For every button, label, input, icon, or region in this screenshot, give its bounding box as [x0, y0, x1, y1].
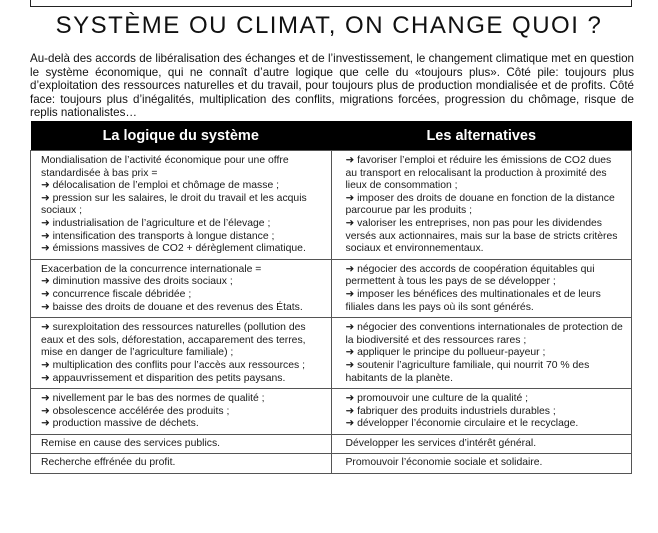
list-item: ➜ multiplication des conflits pour l’accès aux ressources ;	[41, 359, 305, 371]
list-item: ➜ négocier des accords de coopération équitables qui permettent à tous les pays de se développer ;	[345, 263, 595, 288]
system-cell	[31, 389, 332, 435]
list-item: Exacerbation de la concurrence internationale =	[41, 263, 262, 275]
alternative-cell	[331, 259, 632, 317]
table-row	[31, 318, 632, 389]
list-item: ➜ appauvrissement et disparition des petits paysans.	[41, 372, 286, 384]
list-item: ➜ imposer des droits de douane en fonction de la distance parcourue par les produits ;	[345, 192, 615, 217]
comparison-table	[30, 121, 632, 474]
list-item: Promouvoir l’économie sociale et solidaire.	[345, 457, 543, 469]
list-item: ➜ appliquer le principe du pollueur-payeur ;	[345, 347, 546, 359]
system-cell	[31, 434, 332, 454]
alternative-cell	[331, 151, 632, 260]
column-header-system: La logique du système	[31, 121, 332, 151]
table-row	[31, 389, 632, 435]
table-row	[31, 434, 632, 454]
system-cell	[31, 151, 332, 260]
page-title: SYSTÈME OU CLIMAT, ON CHANGE QUOI ?	[55, 12, 603, 39]
table-header-row	[31, 121, 632, 151]
table-row	[31, 259, 632, 317]
system-cell	[31, 259, 332, 317]
alternative-cell	[331, 434, 632, 454]
list-item: ➜ nivellement par le bas des normes de qualité ;	[41, 393, 265, 405]
alternative-cell	[331, 454, 632, 474]
list-item: ➜ baisse des droits de douane et des revenus des États.	[41, 301, 303, 313]
system-cell	[31, 318, 332, 389]
list-item: Recherche effrénée du profit.	[41, 457, 176, 469]
list-item: ➜ imposer les bénéfices des multinationales et de leurs filiales dans les pays où ils sont générés.	[345, 288, 601, 313]
list-item: Mondialisation de l’activité économique pour une offre standardisée à bas prix =	[41, 155, 289, 179]
list-item: ➜ obsolescence accélérée des produits ;	[41, 405, 230, 417]
list-item: ➜ industrialisation de l’agriculture et de l’élevage ;	[41, 217, 271, 229]
list-item: ➜ fabriquer des produits industriels durables ;	[345, 405, 556, 417]
list-item: ➜ promouvoir une culture de la qualité ;	[345, 393, 529, 405]
list-item: Remise en cause des services publics.	[41, 437, 221, 449]
list-item: ➜ surexploitation des ressources naturelles (pollution des eaux et des sols, déforestation, accaparement des terres, mise en danger de l’agriculture familiale) ;	[41, 322, 306, 359]
list-item: ➜ pression sur les salaires, le droit du travail et les acquis sociaux ;	[41, 192, 307, 217]
list-item: ➜ développer l’économie circulaire et le recyclage.	[345, 418, 579, 430]
list-item: ➜ négocier des conventions internationales de protection de la biodiversité et des ressources rares ;	[345, 322, 623, 346]
alternative-cell	[331, 318, 632, 389]
list-item: ➜ émissions massives de CO2 + dérèglement climatique.	[41, 243, 306, 255]
list-item: ➜ production massive de déchets.	[41, 418, 199, 430]
table-row	[31, 151, 632, 260]
system-cell	[31, 454, 332, 474]
table-row	[31, 454, 632, 474]
intro-paragraph: Au-delà des accords de libéralisation des échanges et de l’investissement, le changement climatique met en question le système économique, qui ne connaît d’autre logique que celle du «toujours plus». Côté pile: toujours plus d’exploitation des ressources naturelles et du travail, pour toujours plus de production mondialisée et de profits. Côté face: toujours plus d’inégalités, multiplication des conflits, migrations forcées, progression du chômage, risque de replis nationalistes…	[30, 52, 634, 120]
list-item: ➜ soutenir l’agriculture familiale, qui nourrit 70 % des habitants de la planète.	[345, 359, 590, 384]
list-item: ➜ valoriser les entreprises, non pas pour les dividendes versés aux actionnaires, mais sur la base de stricts critères sociaux et environnementaux.	[345, 217, 618, 255]
column-header-alternatives: Les alternatives	[331, 121, 632, 151]
list-item: ➜ favoriser l’emploi et réduire les émissions de CO2 dues au transport en relocalisant la production à proximité des lieux de consommation ;	[345, 155, 612, 192]
alternative-cell	[331, 389, 632, 435]
list-item: ➜ délocalisation de l’emploi et chômage de masse ;	[41, 180, 280, 192]
top-frame-line	[30, 0, 632, 7]
list-item: Développer les services d’intérêt général.	[345, 437, 537, 449]
list-item: ➜ concurrence fiscale débridée ;	[41, 288, 192, 300]
list-item: ➜ intensification des transports à longue distance ;	[41, 230, 275, 242]
list-item: ➜ diminution massive des droits sociaux ;	[41, 276, 233, 288]
